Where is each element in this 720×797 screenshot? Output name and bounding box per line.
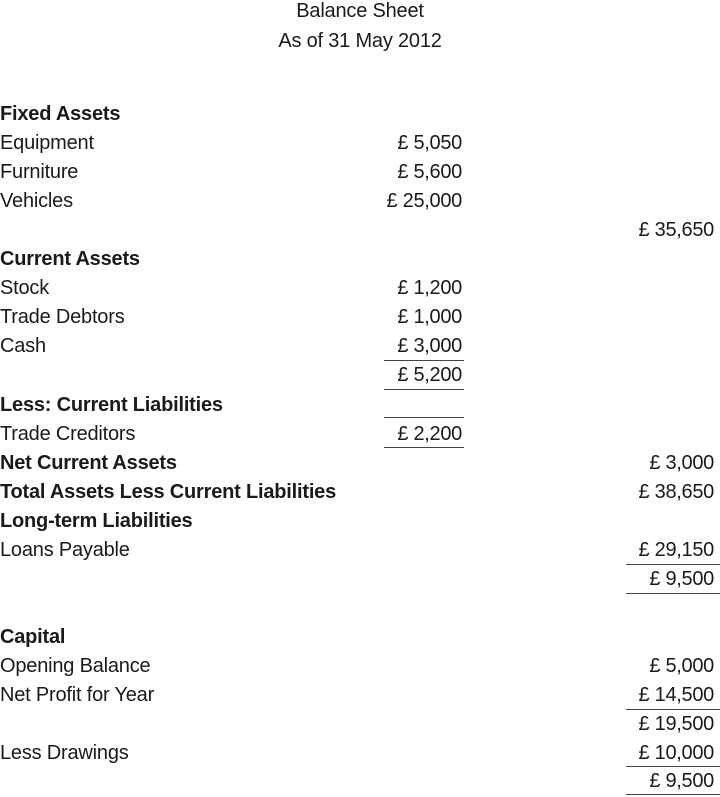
subtotal-rule [384, 360, 464, 361]
line-item-label: Stock [0, 277, 50, 299]
line-item-row [0, 421, 720, 450]
total-assets-less-cl-row [0, 479, 720, 508]
line-item-amount: £ 5,600 [397, 161, 462, 183]
line-item-amount: £ 1,200 [397, 277, 462, 299]
section-heading: Less: Current Liabilities [0, 394, 223, 416]
line-item-amount: £ 10,000 [638, 742, 714, 764]
row-amount: £ 3,000 [649, 452, 714, 474]
subtotal-rule [626, 709, 720, 710]
line-item-row [0, 130, 720, 159]
line-item-row [0, 188, 720, 217]
line-item-label: Cash [0, 335, 46, 357]
line-item-label: Opening Balance [0, 655, 151, 677]
line-item-label: Vehicles [0, 190, 73, 212]
document-title: Balance Sheet [296, 0, 424, 22]
line-item-label: Trade Debtors [0, 306, 125, 328]
capital-heading-row [0, 624, 720, 653]
current-assets-heading-row [0, 246, 720, 275]
subtotal-rule [384, 389, 464, 390]
total-amount: £ 9,500 [649, 770, 714, 792]
line-item-amount: £ 14,500 [638, 684, 714, 706]
capital-total-row [0, 768, 720, 797]
line-item-row [0, 653, 720, 682]
drawings-row [0, 740, 720, 769]
line-item-amount: £ 2,200 [397, 423, 462, 445]
line-item-amount: £ 1,000 [397, 306, 462, 328]
line-item-label: Furniture [0, 161, 79, 183]
line-item-amount: £ 5,050 [397, 132, 462, 154]
line-item-row [0, 304, 720, 333]
subtotal-rule [626, 564, 720, 565]
document-subtitle: As of 31 May 2012 [278, 30, 442, 52]
fixed-assets-heading-row [0, 101, 720, 130]
line-item-amount: £ 25,000 [386, 190, 462, 212]
section-heading: Fixed Assets [0, 103, 121, 125]
line-item-label: Loans Payable [0, 539, 130, 561]
line-item-row [0, 275, 720, 304]
line-item-label: Trade Creditors [0, 423, 136, 445]
line-item-amount: £ 5,000 [649, 655, 714, 677]
line-item-row [0, 682, 720, 711]
line-item-row [0, 537, 720, 566]
subtotal-rule [626, 593, 720, 594]
row-label: Total Assets Less Current Liabilities [0, 481, 337, 503]
net-current-assets-row [0, 450, 720, 479]
subtotal-amount: £ 5,200 [397, 364, 462, 386]
fixed-assets-total-row [0, 217, 720, 246]
total-amount: £ 35,650 [638, 219, 714, 241]
net-assets-amount: £ 9,500 [649, 568, 714, 590]
section-heading: Current Assets [0, 248, 140, 270]
subtotal-rule [384, 417, 464, 418]
subtotal-rule [384, 447, 464, 448]
current-liabilities-heading-row [0, 392, 720, 421]
line-item-amount: £ 3,000 [397, 335, 462, 357]
section-heading: Long-term Liabilities [0, 510, 193, 532]
section-heading: Capital [0, 626, 66, 648]
net-assets-row [0, 566, 720, 595]
line-item-amount: £ 29,150 [638, 539, 714, 561]
line-item-row [0, 159, 720, 188]
line-item-label: Less Drawings [0, 742, 129, 764]
row-label: Net Current Assets [0, 452, 177, 474]
long-term-liabilities-heading-row [0, 508, 720, 537]
line-item-label: Net Profit for Year [0, 684, 155, 706]
capital-subtotal-row [0, 711, 720, 740]
line-item-label: Equipment [0, 132, 94, 154]
current-assets-subtotal-row [0, 362, 720, 391]
subtotal-rule [626, 766, 720, 767]
subtotal-amount: £ 19,500 [638, 713, 714, 735]
row-amount: £ 38,650 [638, 481, 714, 503]
total-rule [626, 794, 720, 795]
line-item-row [0, 333, 720, 362]
